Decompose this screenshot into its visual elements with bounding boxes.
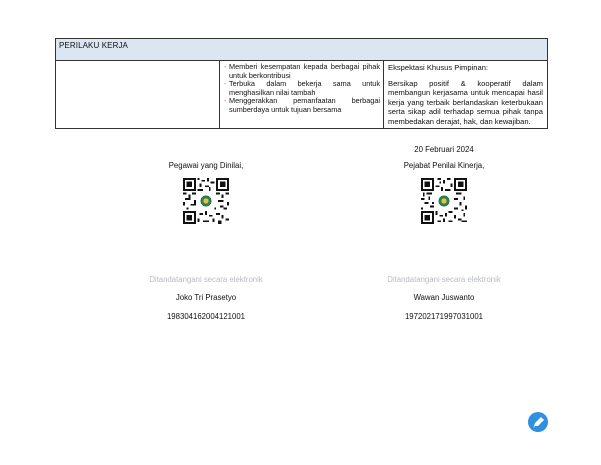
e-sign-note: Ditandatangani secara elektronik — [387, 275, 501, 284]
e-sign-note: Ditandatangani secara elektronik — [149, 275, 263, 284]
expectation-title: Ekspektasi Khusus Pimpinan: — [388, 63, 489, 72]
assessor-role: Pejabat Penilai Kinerja, — [403, 161, 485, 170]
behavior-item: - Terbuka dalam bekerja sama untuk menghasilkan nilai tambah — [224, 80, 380, 97]
assessor-name: Wawan Juswanto — [413, 293, 475, 302]
behavior-item: - Menggerakkan pemanfaatan berbagai sumberdaya untuk tujuan bersama — [224, 97, 380, 114]
expectation-body: Bersikap positif & kooperatif dalam membangun kerjasama untuk mencapai hasil kerja yang terbaik berlandaskan keterbukaan serta sikap adil terhadap semua pihak tanpa membedakan derajat, hak, dan kewajiban. — [388, 79, 543, 126]
behavior-list — [224, 63, 380, 115]
behavior-list-cell — [220, 61, 384, 129]
assessor-nip: 197202171997031001 — [404, 312, 484, 321]
expectation-cell — [384, 61, 548, 129]
pencil-icon — [532, 416, 545, 429]
section-title: PERILAKU KERJA — [56, 39, 548, 61]
qr-code-icon — [421, 178, 467, 224]
employee-name: Joko Tri Prasetyo — [175, 293, 237, 302]
employee-nip: 198304162004121001 — [166, 312, 246, 321]
edit-badge-icon[interactable] — [528, 412, 548, 432]
qr-code-icon — [183, 178, 229, 224]
behavior-item: - Memberi kesempatan kepada berbagai pihak untuk berkontribusi — [224, 63, 380, 80]
signature-date: 20 Februari 2024 — [414, 145, 474, 154]
employee-role: Pegawai yang Dinilai, — [168, 161, 244, 170]
row-number-cell — [56, 61, 220, 129]
performance-table — [55, 38, 548, 129]
